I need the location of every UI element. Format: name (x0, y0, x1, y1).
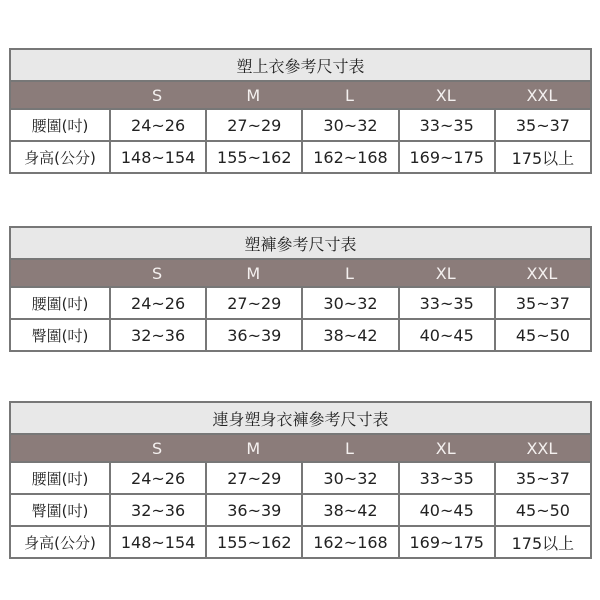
table-row-waist (11, 288, 590, 320)
table-cell: 35~37 (494, 288, 590, 318)
size-xxl-header: XXL (526, 263, 558, 283)
table-cell: 155~162 (205, 527, 301, 557)
table-cell: 40~45 (398, 320, 494, 350)
table-cell: 162~168 (301, 142, 397, 172)
bodysuit-size-table (9, 401, 592, 559)
table-cell: 27~29 (205, 110, 301, 140)
table-cell: 175以上 (494, 142, 590, 172)
table-cell: 148~154 (109, 142, 205, 172)
size-xl-header: XL (435, 263, 456, 283)
table-cell: 35~37 (494, 110, 590, 140)
table-cell: 40~45 (398, 495, 494, 525)
table-cell: 33~35 (398, 288, 494, 318)
table-cell: 33~35 (398, 110, 494, 140)
row-label: 身高(公分) (24, 533, 96, 552)
size-s-header: S (152, 438, 163, 458)
size-l-header: L (345, 85, 354, 105)
table-cell: 30~32 (301, 288, 397, 318)
table-cell: 27~29 (205, 463, 301, 493)
table-cell: 155~162 (205, 142, 301, 172)
table-row-hip (11, 320, 590, 350)
table-cell: 169~175 (398, 527, 494, 557)
size-l-header: L (345, 438, 354, 458)
size-header-row (11, 260, 590, 288)
header-corner (11, 435, 109, 461)
row-label: 臀圍(吋) (31, 326, 89, 345)
row-label: 腰圍(吋) (31, 116, 89, 135)
size-header-row (11, 82, 590, 110)
size-m-header: M (246, 85, 261, 105)
table-row-height (11, 527, 590, 557)
table-cell: 38~42 (301, 320, 397, 350)
size-xl-header: XL (435, 85, 456, 105)
table-cell: 30~32 (301, 463, 397, 493)
table-cell: 175以上 (494, 527, 590, 557)
row-label: 腰圍(吋) (31, 469, 89, 488)
header-corner (11, 82, 109, 108)
row-label: 身高(公分) (24, 148, 96, 167)
table-cell: 24~26 (109, 288, 205, 318)
table-row-height (11, 142, 590, 172)
pants-size-table (9, 226, 592, 352)
table-cell: 36~39 (205, 320, 301, 350)
table-row-waist (11, 463, 590, 495)
table-cell: 24~26 (109, 110, 205, 140)
table-row-hip (11, 495, 590, 527)
table-cell: 35~37 (494, 463, 590, 493)
size-m-header: M (246, 438, 261, 458)
size-header-row (11, 435, 590, 463)
table-cell: 162~168 (301, 527, 397, 557)
table-title: 塑上衣參考尺寸表 (11, 50, 590, 82)
table-row-waist (11, 110, 590, 142)
table-cell: 32~36 (109, 320, 205, 350)
size-s-header: S (152, 263, 163, 283)
table-cell: 148~154 (109, 527, 205, 557)
size-m-header: M (246, 263, 261, 283)
size-s-header: S (152, 85, 163, 105)
table-cell: 30~32 (301, 110, 397, 140)
table-cell: 27~29 (205, 288, 301, 318)
table-cell: 36~39 (205, 495, 301, 525)
row-label: 臀圍(吋) (31, 501, 89, 520)
row-label: 腰圍(吋) (31, 294, 89, 313)
table-cell: 32~36 (109, 495, 205, 525)
table-cell: 24~26 (109, 463, 205, 493)
size-xxl-header: XXL (526, 438, 558, 458)
size-xxl-header: XXL (526, 85, 558, 105)
size-xl-header: XL (435, 438, 456, 458)
table-cell: 38~42 (301, 495, 397, 525)
table-cell: 45~50 (494, 495, 590, 525)
size-l-header: L (345, 263, 354, 283)
table-cell: 169~175 (398, 142, 494, 172)
table-cell: 33~35 (398, 463, 494, 493)
header-corner (11, 260, 109, 286)
table-title: 塑褲參考尺寸表 (11, 228, 590, 260)
table-cell: 45~50 (494, 320, 590, 350)
top-size-table (9, 48, 592, 174)
table-title: 連身塑身衣褲參考尺寸表 (11, 403, 590, 435)
